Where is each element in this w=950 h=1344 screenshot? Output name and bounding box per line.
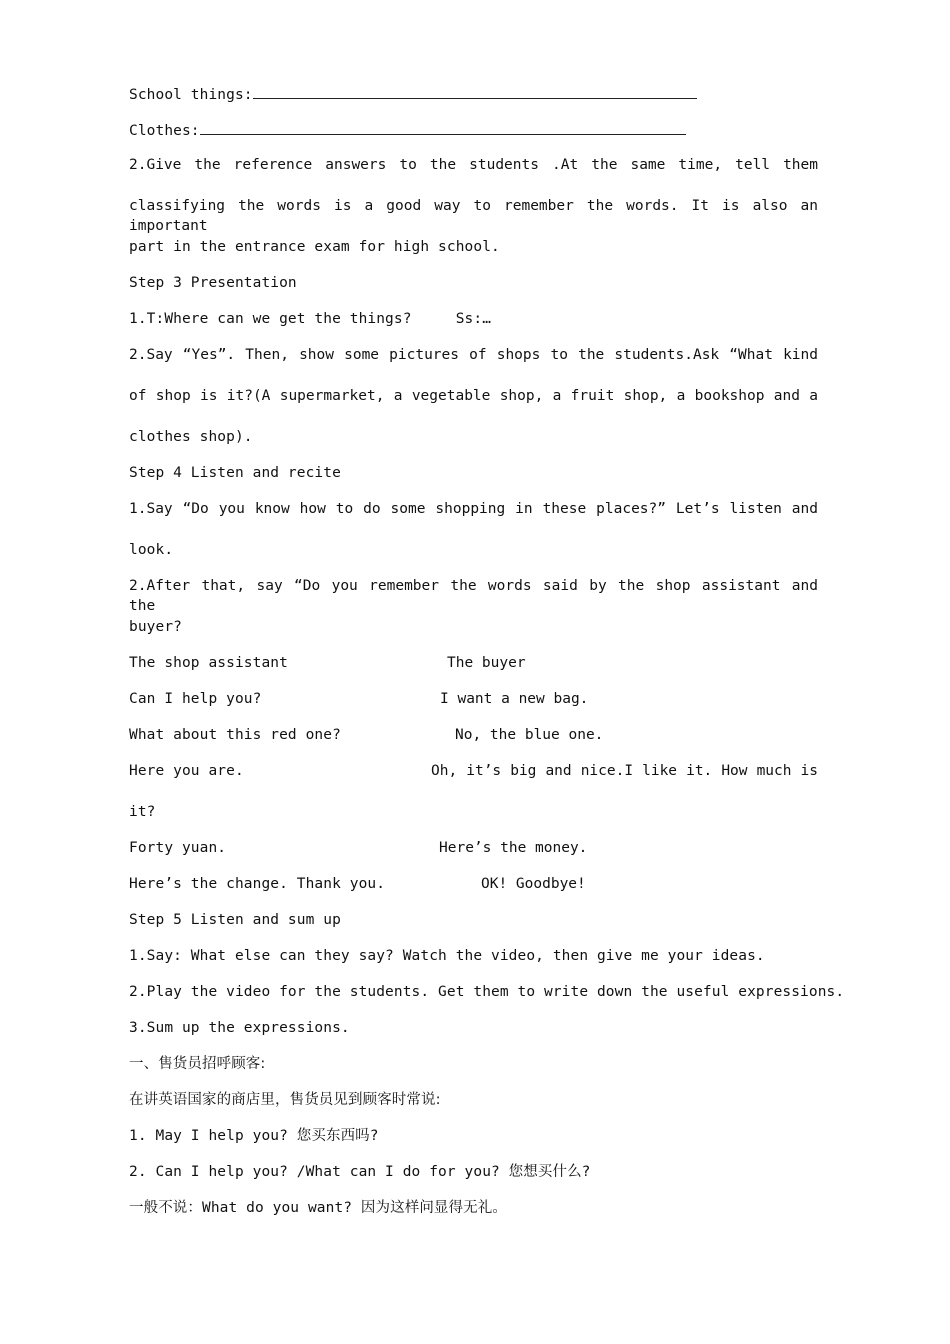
dialogue-row-right: I want a new bag. (440, 691, 589, 707)
give-answers-line-3: part in the entrance exam for high school. (129, 239, 500, 255)
step-3-heading: Step 3 Presentation (129, 275, 297, 291)
school-things-line (129, 83, 697, 105)
step-5-heading: Step 5 Listen and sum up (129, 912, 341, 928)
step-4-item-1-line-2: look. (129, 542, 174, 558)
clothes-blank (200, 119, 686, 135)
cn-item-2: 2. Can I help you? /What can I do for you? 您想买什么? (129, 1164, 591, 1180)
dialogue-row-right: Here’s the money. (439, 840, 588, 856)
dialogue-row-left: Can I help you? (129, 691, 262, 707)
dialogue-row-wrap: it? (129, 804, 156, 820)
step-5-item-3: 3.Sum up the expressions. (129, 1020, 350, 1036)
step-4-item-2-line-2: buyer? (129, 619, 182, 635)
dialogue-row-left: Forty yuan. (129, 840, 227, 856)
give-answers-line-2: classifying the words is a good way to remember the words. It is also an important (129, 198, 818, 234)
step-4-heading: Step 4 Listen and recite (129, 465, 341, 481)
give-answers-line-1: 2.Give the reference answers to the students .At the same time, tell them (129, 157, 818, 173)
step-5-item-2: 2.Play the video for the students. Get them to write down the useful expressions. (129, 984, 845, 1000)
dialogue-row-left: What about this red one? (129, 727, 341, 743)
step-3-item-2-line-1: 2.Say “Yes”. Then, show some pictures of shops to the students.Ask “What kind (129, 347, 818, 363)
step-5-item-1: 1.Say: What else can they say? Watch the video, then give me your ideas. (129, 948, 765, 964)
step-4-item-1-line-1: 1.Say “Do you know how to do some shopping in these places?” Let’s listen and (129, 501, 818, 517)
cn-heading: 一、售货员招呼顾客: (129, 1056, 266, 1072)
dialogue-row-right: No, the blue one. (455, 727, 604, 743)
dialogue-header-left: The shop assistant (129, 655, 288, 671)
dialogue-row-right: OK! Goodbye! (481, 876, 586, 892)
step-3-item-1: 1.T:Where can we get the things? Ss:… (129, 311, 492, 327)
dialogue-header-right: The buyer (447, 655, 526, 671)
cn-item-3: 一般不说：What do you want? 因为这样问显得无礼。 (129, 1200, 507, 1216)
step-4-item-2-line-1: 2.After that, say “Do you remember the words said by the shop assistant and the (129, 578, 818, 614)
cn-intro: 在讲英语国家的商店里，售货员见到顾客时常说: (129, 1092, 441, 1108)
school-things-blank (253, 83, 697, 99)
school-things-label: School things: (129, 87, 253, 103)
dialogue-row-left: Here’s the change. Thank you. (129, 876, 386, 892)
step-3-item-2-line-3: clothes shop). (129, 429, 253, 445)
cn-item-1: 1. May I help you? 您买东西吗? (129, 1128, 379, 1144)
clothes-line (129, 119, 686, 141)
dialogue-row-left: Here you are. (129, 763, 244, 779)
dialogue-row-right: Oh, it’s big and nice.I like it. How much is (431, 763, 818, 779)
step-3-item-2-line-2: of shop is it?(A supermarket, a vegetable shop, a fruit shop, a bookshop and a (129, 388, 818, 404)
clothes-label: Clothes: (129, 123, 200, 139)
